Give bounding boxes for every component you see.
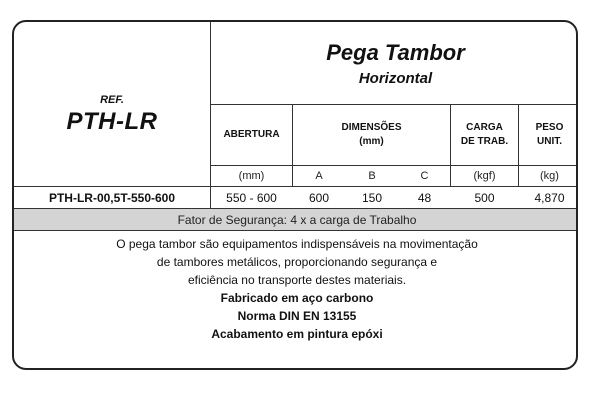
divider-code (210, 186, 211, 209)
page-subtitle: Horizontal (358, 69, 433, 87)
unit-b: B (368, 170, 376, 182)
divider-carga (518, 104, 519, 187)
unit-c: C (420, 170, 429, 182)
header-carga (451, 105, 518, 165)
title-box (211, 22, 578, 104)
dim-b-cell: 150 (361, 190, 383, 205)
header-peso-line1: PESO (535, 122, 564, 133)
product-code-cell: PTH-LR-00,5T-550-600 (48, 190, 176, 205)
divider-dimensoes (450, 104, 451, 187)
standard-note: Norma DIN EN 13155 (237, 309, 357, 323)
description-line-1: O pega tambor são equipamentos indispensáveis na movimentação (116, 237, 478, 251)
unit-carga: (kgf) (473, 170, 496, 182)
safety-factor-band: Fator de Segurança: 4 x a carga de Trabalho (14, 209, 578, 230)
header-dimensoes (293, 105, 450, 165)
page-title: Pega Tambor (326, 39, 465, 65)
unit-peso: (kg) (540, 170, 559, 182)
unit-a: A (315, 170, 323, 182)
header-carga-line2: DE TRAB. (460, 136, 509, 147)
description-line-2: de tambores metálicos, proporcionando segurança e (156, 255, 438, 269)
header-dimensoes-title: DIMENSÕES (341, 122, 402, 133)
peso-cell: 4,870 (534, 190, 565, 205)
ref-label: REF. (100, 94, 124, 106)
description-line-3: eficiência no transporte destes materiais. (187, 273, 407, 287)
ref-box (14, 22, 210, 186)
divider-band-bottom (14, 230, 578, 231)
divider-band-top (14, 208, 578, 209)
product-spec-card (12, 20, 578, 370)
header-peso-line2: UNIT. (537, 136, 562, 147)
abertura-cell: 550 - 600 (226, 190, 277, 205)
material-note: Fabricado em aço carbono (220, 291, 374, 305)
description-block (14, 233, 578, 368)
carga-cell: 500 (474, 190, 495, 205)
dim-c-cell: 48 (417, 190, 432, 205)
header-peso (519, 105, 578, 165)
divider-units-top (210, 165, 578, 166)
divider-abertura (292, 104, 293, 187)
header-abertura: ABERTURA (223, 129, 280, 140)
divider-row-top (14, 186, 578, 187)
ref-code: PTH-LR (66, 108, 158, 135)
header-carga-line1: CARGA (466, 122, 503, 133)
unit-abertura: (mm) (238, 170, 265, 182)
finish-note: Acabamento em pintura epóxi (211, 327, 383, 341)
dim-a-cell: 600 (308, 190, 330, 205)
divider-title-bottom (210, 104, 578, 105)
header-dimensoes-unit: (mm) (359, 136, 384, 147)
